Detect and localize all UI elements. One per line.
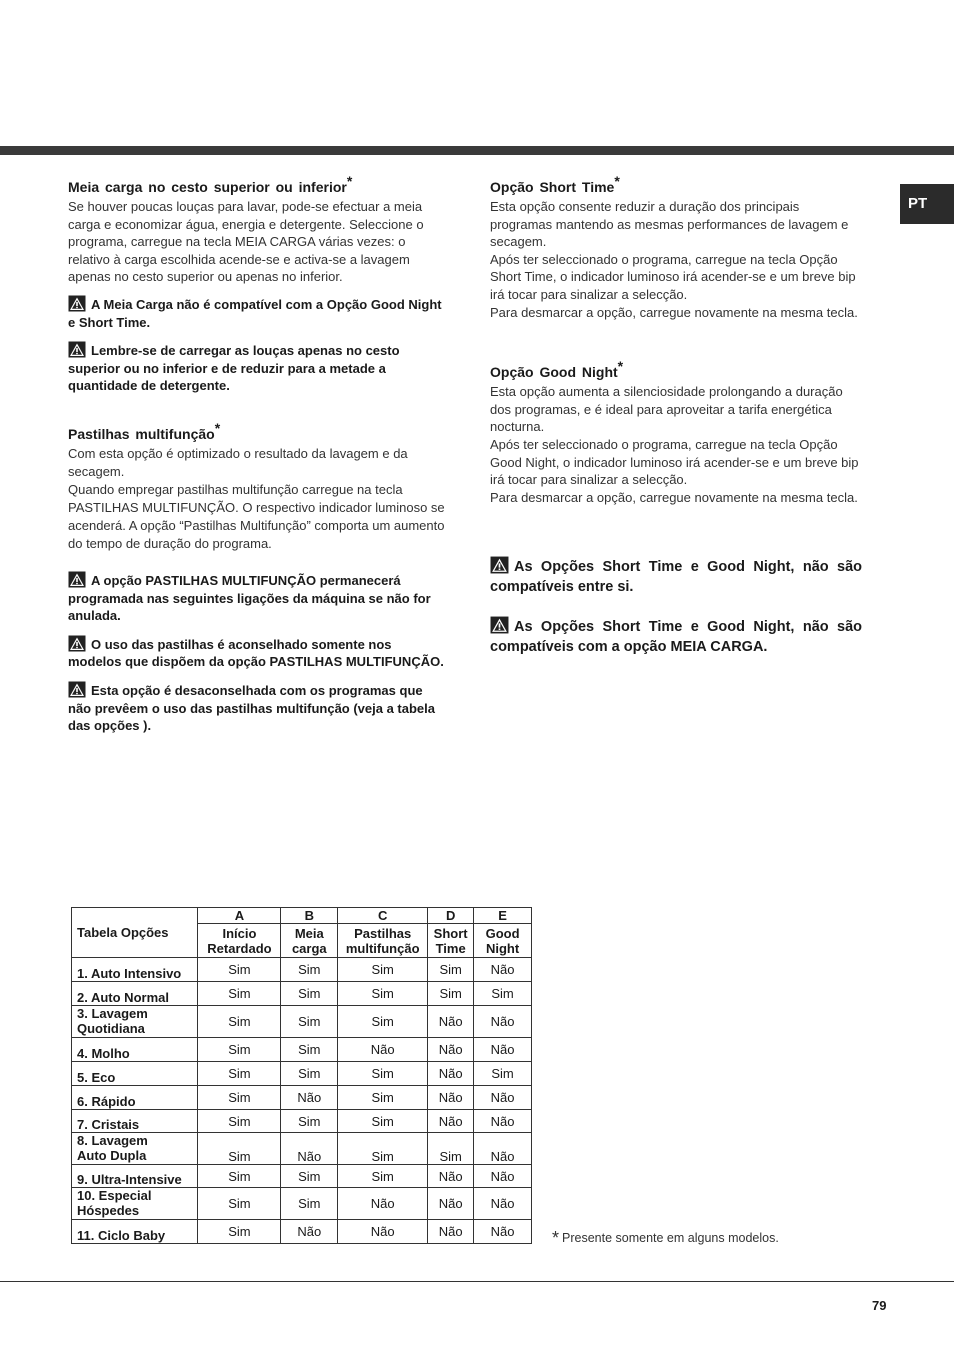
row-label: 3. Lavagem Quotidiana xyxy=(72,1006,198,1038)
table-cell: Não xyxy=(474,1220,532,1244)
table-cell: Sim xyxy=(198,1086,281,1110)
table-cell: Não xyxy=(428,1110,474,1133)
table-row xyxy=(72,1110,532,1133)
section-title-meia-carga: Meia carga no cesto superior ou inferior* xyxy=(68,173,353,195)
table-cell: Não xyxy=(428,1220,474,1244)
table-cell: Não xyxy=(474,1165,532,1188)
table-cell: Não xyxy=(281,1133,338,1165)
table-cell: Sim xyxy=(198,1110,281,1133)
row-label: 9. Ultra-Intensive xyxy=(72,1165,198,1188)
table-cell: Sim xyxy=(338,982,428,1006)
row-label: 1. Auto Intensivo xyxy=(72,958,198,982)
table-cell: Não xyxy=(474,958,532,982)
table-cell: Não xyxy=(428,1062,474,1086)
col-header-good-night: Good Night xyxy=(474,924,532,958)
table-row xyxy=(72,1188,532,1220)
table-cell: Sim xyxy=(198,958,281,982)
warning-pastilhas-modelos: O uso das pastilhas é aconselhado somente nos modelos que dispõem da opção PASTILHAS MULTIFUNÇÃO. xyxy=(68,636,444,670)
row-label: 6. Rápido xyxy=(72,1086,198,1110)
table-cell: Sim xyxy=(281,958,338,982)
table-cell: Sim xyxy=(281,1188,338,1220)
table-row xyxy=(72,1038,532,1062)
row-label: 2. Auto Normal xyxy=(72,982,198,1006)
table-cell: Sim xyxy=(198,1006,281,1038)
col-header-inicio-retardado: Início Retardado xyxy=(198,924,281,958)
table-row xyxy=(72,1220,532,1244)
table-cell: Não xyxy=(338,1038,428,1062)
table-cell: Sim xyxy=(281,1006,338,1038)
row-label: 5. Eco xyxy=(72,1062,198,1086)
table-row xyxy=(72,982,532,1006)
table-cell: Sim xyxy=(198,1188,281,1220)
warning-short-good-meia-carga: As Opções Short Time e Good Night, não são compatíveis com a opção MEIA CARGA. xyxy=(490,616,862,657)
table-cell: Sim xyxy=(198,1165,281,1188)
warning-icon xyxy=(68,571,86,588)
table-cell: Não xyxy=(428,1165,474,1188)
warning-meia-carga-compat: A Meia Carga não é compatível com a Opção Good Night e Short Time. xyxy=(68,296,442,330)
warning-short-good-entre-si: As Opções Short Time e Good Night, não são compatíveis entre si. xyxy=(490,556,862,597)
table-row xyxy=(72,1133,532,1165)
table-cell: Sim xyxy=(428,982,474,1006)
table-cell: Não xyxy=(474,1006,532,1038)
table-cell: Sim xyxy=(428,958,474,982)
table-cell: Não xyxy=(338,1220,428,1244)
warning-pastilhas-programas: Esta opção é desaconselhada com os programas que não prevêem o uso das pastilhas multifunção (veja a tabela das opções ). xyxy=(68,682,436,734)
table-cell: Sim xyxy=(198,1062,281,1086)
section-title-good-night: Opção Good Night* xyxy=(490,358,624,381)
table-cell: Sim xyxy=(428,1133,474,1165)
row-label: 8. Lavagem Auto Dupla xyxy=(72,1133,198,1165)
table-cell: Sim xyxy=(198,1220,281,1244)
table-cell: Sim xyxy=(338,958,428,982)
col-header-meia-carga: Meia carga xyxy=(281,924,338,958)
col-header-pastilhas: Pastilhas multifunção xyxy=(338,924,428,958)
table-cell: Sim xyxy=(338,1110,428,1133)
right-column xyxy=(490,173,862,657)
table-cell: Não xyxy=(474,1086,532,1110)
section-body-pastilhas: Com esta opção é optimizado o resultado da lavagem e da secagem. Quando empregar pastilhas multifunção carregue na tecla PASTILHAS MULTIFUNÇÃO. O respectivo indicador luminoso se acenderá. A opção “Pastilhas Multifunção” comporta um aumento do tempo de duração do programa. xyxy=(68,445,445,551)
warning-icon xyxy=(490,556,509,574)
left-column xyxy=(68,173,448,735)
table-cell: Sim xyxy=(474,982,532,1006)
table-cell: Sim xyxy=(198,1038,281,1062)
row-label: 4. Molho xyxy=(72,1038,198,1062)
table-cell: Não xyxy=(281,1220,338,1244)
section-body-good-night: Esta opção aumenta a silenciosidade prolongando a duração dos programas, e é ideal para aproveitar a tarifa energética nocturna. Após ter seleccionado o programa, carregue na tecla Opção Good Night, o indicador luminoso irá acender-se e um breve bip irá tocar para sinalizar a selecção. Para desmarcar a opção, carregue novamente na mesma tecla. xyxy=(490,384,859,505)
section-body-meia-carga: Se houver poucas louças para lavar, pode-se efectuar a meia carga e economizar água, energia e detergente. Seleccione o programa, carregue na tecla MEIA CARGA várias vezes: o relativo à carga escolhida acende-se e activa-se a lavagem apenas no cesto superior ou apenas no inferior. xyxy=(68,199,424,285)
table-cell: Sim xyxy=(338,1086,428,1110)
warning-icon xyxy=(68,635,86,652)
col-letter-b: B xyxy=(281,908,338,924)
section-body-short-time: Esta opção consente reduzir a duração dos principais programas mantendo as mesmas performances de lavagem e secagem. Após ter seleccionado o programa, carregue na tecla Opção Short Time, o indicador luminoso irá acender-se e um breve bip irá tocar para sinalizar a selecção. Para desmarcar a opção, carregue novamente na mesma tecla. xyxy=(490,199,858,320)
warning-icon xyxy=(68,681,86,698)
table-cell: Sim xyxy=(281,1038,338,1062)
table-cell: Sim xyxy=(338,1006,428,1038)
table-cell: Não xyxy=(474,1133,532,1165)
header-bar xyxy=(0,146,954,155)
col-letter-d: D xyxy=(428,908,474,924)
table-cell: Não xyxy=(428,1086,474,1110)
warning-pastilhas-programada: A opção PASTILHAS MULTIFUNÇÃO permanecerá programada nas seguintes ligações da máquina se não for anulada. xyxy=(68,572,431,624)
col-letter-c: C xyxy=(338,908,428,924)
page-number: 79 xyxy=(872,1298,887,1313)
table-cell: Sim xyxy=(281,1165,338,1188)
table-row xyxy=(72,1086,532,1110)
table-cell: Sim xyxy=(198,982,281,1006)
table-cell: Sim xyxy=(281,1062,338,1086)
table-cell: Sim xyxy=(338,1062,428,1086)
table-cell: Não xyxy=(474,1188,532,1220)
footnote: * Presente somente em alguns modelos. xyxy=(552,1228,779,1248)
section-title-short-time: Opção Short Time* xyxy=(490,173,620,195)
table-row xyxy=(72,1062,532,1086)
table-row xyxy=(72,1165,532,1188)
table-cell: Sim xyxy=(281,1110,338,1133)
row-label: 10. Especial Hóspedes xyxy=(72,1188,198,1220)
col-letter-e: E xyxy=(474,908,532,924)
table-cell: Sim xyxy=(338,1165,428,1188)
table-cell: Não xyxy=(474,1110,532,1133)
table-cell: Não xyxy=(428,1038,474,1062)
table-cell: Sim xyxy=(474,1062,532,1086)
table-cell: Não xyxy=(338,1188,428,1220)
table-cell: Não xyxy=(474,1038,532,1062)
footer-rule xyxy=(0,1281,954,1282)
row-label: 11. Ciclo Baby xyxy=(72,1220,198,1244)
table-row xyxy=(72,1006,532,1038)
language-tab: PT xyxy=(900,184,954,224)
table-cell: Não xyxy=(428,1188,474,1220)
table-cell: Não xyxy=(428,1006,474,1038)
warning-icon xyxy=(68,341,86,358)
table-row xyxy=(72,958,532,982)
warning-icon xyxy=(68,295,86,312)
warning-icon xyxy=(490,616,509,634)
table-cell: Não xyxy=(281,1086,338,1110)
table-cell: Sim xyxy=(281,982,338,1006)
section-title-pastilhas: Pastilhas multifunção* xyxy=(68,419,221,442)
col-letter-a: A xyxy=(198,908,281,924)
warning-meia-carga-detergente: Lembre-se de carregar as louças apenas no cesto superior ou no inferior e de reduzir para a metade a quantidade de detergente. xyxy=(68,343,400,394)
options-table xyxy=(71,907,532,1244)
table-cell: Sim xyxy=(198,1133,281,1165)
table-cell: Sim xyxy=(338,1133,428,1165)
table-body xyxy=(72,958,532,1244)
row-label: 7. Cristais xyxy=(72,1110,198,1133)
col-header-short-time: Short Time xyxy=(428,924,474,958)
table-title: Tabela Opções xyxy=(72,908,198,958)
